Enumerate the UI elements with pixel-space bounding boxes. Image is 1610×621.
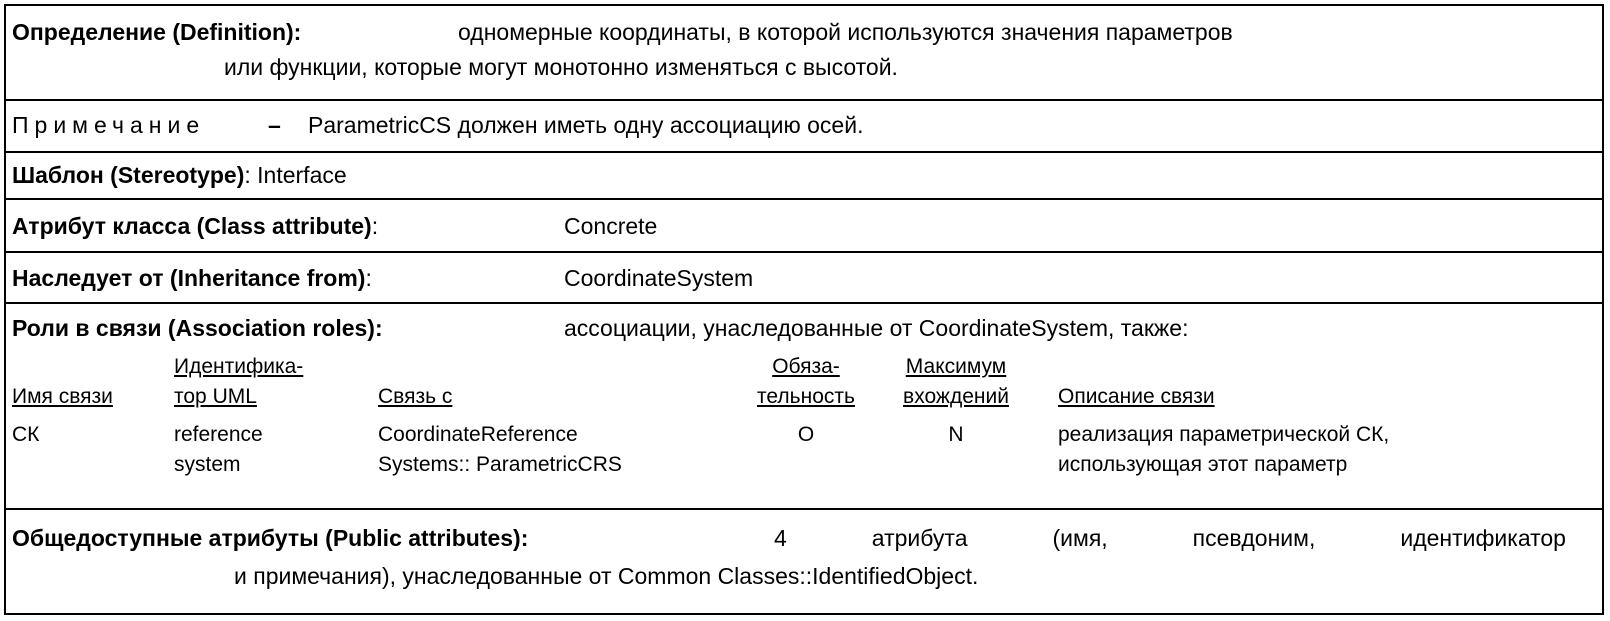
- cell-uml-line1: reference: [174, 423, 263, 446]
- note-dash: –: [268, 112, 281, 138]
- inheritance-line: [12, 264, 372, 292]
- definition-text-line1: одномерные координаты, в которой используются значения параметров: [458, 19, 1233, 45]
- inheritance-label: Наследует от (Inheritance from): [12, 265, 366, 291]
- cell-name: СК: [12, 423, 40, 446]
- header-name: Имя связи: [12, 385, 113, 408]
- cell-obligation: O: [797, 423, 815, 446]
- public-attributes-word4: псевдоним,: [1192, 525, 1316, 551]
- public-attributes-label: Общедоступные атрибуты (Public attributes):: [12, 525, 529, 551]
- class-attribute-colon: :: [371, 213, 379, 239]
- definition-text-line2: или функции, которые могут монотонно изменяться с высотой.: [224, 54, 898, 80]
- public-attributes-value-line1: [774, 524, 1566, 552]
- association-roles-row: [6, 304, 1602, 510]
- stereotype-row: [6, 153, 1602, 200]
- class-definition-table: [4, 4, 1604, 615]
- association-roles-label: Роли в связи (Association roles):: [12, 315, 383, 341]
- public-attributes-word5: идентификатор: [1400, 525, 1566, 551]
- inheritance-colon: :: [365, 265, 372, 291]
- class-attribute-value: Concrete: [564, 213, 658, 239]
- definition-row: [6, 6, 1602, 153]
- stereotype-value: : Interface: [244, 162, 347, 188]
- association-roles-value: ассоциации, унаследованные от CoordinateSystem, также:: [564, 315, 1189, 341]
- cell-uml-line2: system: [174, 453, 241, 476]
- class-attribute-line: [12, 212, 378, 240]
- header-uml-line1: Идентифика-: [174, 355, 304, 378]
- public-attributes-word1: 4: [774, 525, 787, 551]
- header-description: Описание связи: [1058, 385, 1215, 408]
- header-max-line1: Максимум: [905, 355, 1007, 378]
- header-obligation-line2: тельность: [757, 385, 855, 408]
- cell-description-line2: использующая этот параметр: [1058, 453, 1348, 476]
- class-attribute-label: Атрибут класса (Class attribute): [12, 213, 372, 239]
- cell-description-line1: реализация параметрической СК,: [1058, 423, 1390, 446]
- note-text: ParametricCS должен иметь одну ассоциацию осей.: [308, 112, 864, 138]
- class-attribute-row: [6, 200, 1602, 253]
- public-attributes-word2: атрибута: [871, 525, 968, 551]
- inheritance-value: CoordinateSystem: [564, 265, 754, 291]
- definition-label: Определение (Definition):: [12, 19, 302, 45]
- cell-link-line1: CoordinateReference: [378, 423, 578, 446]
- public-attributes-row: [6, 510, 1602, 613]
- note-label: Примечание: [12, 112, 206, 138]
- header-uml-line2: тор UML: [174, 385, 257, 408]
- stereotype-label: Шаблон (Stereotype): [12, 162, 245, 188]
- note-divider: [6, 99, 1602, 101]
- public-attributes-value-line2: и примечания), унаследованные от Common Classes::IdentifiedObject.: [234, 563, 979, 589]
- stereotype-line: [12, 161, 347, 189]
- cell-max: N: [948, 423, 964, 446]
- header-max-line2: вхождений: [903, 385, 1009, 408]
- cell-link-line2: Systems:: ParametricCRS: [378, 453, 622, 476]
- public-attributes-word3: (имя,: [1052, 525, 1108, 551]
- header-link: Связь с: [378, 385, 453, 408]
- inheritance-row: [6, 253, 1602, 304]
- header-obligation-line1: Обяза-: [772, 355, 840, 378]
